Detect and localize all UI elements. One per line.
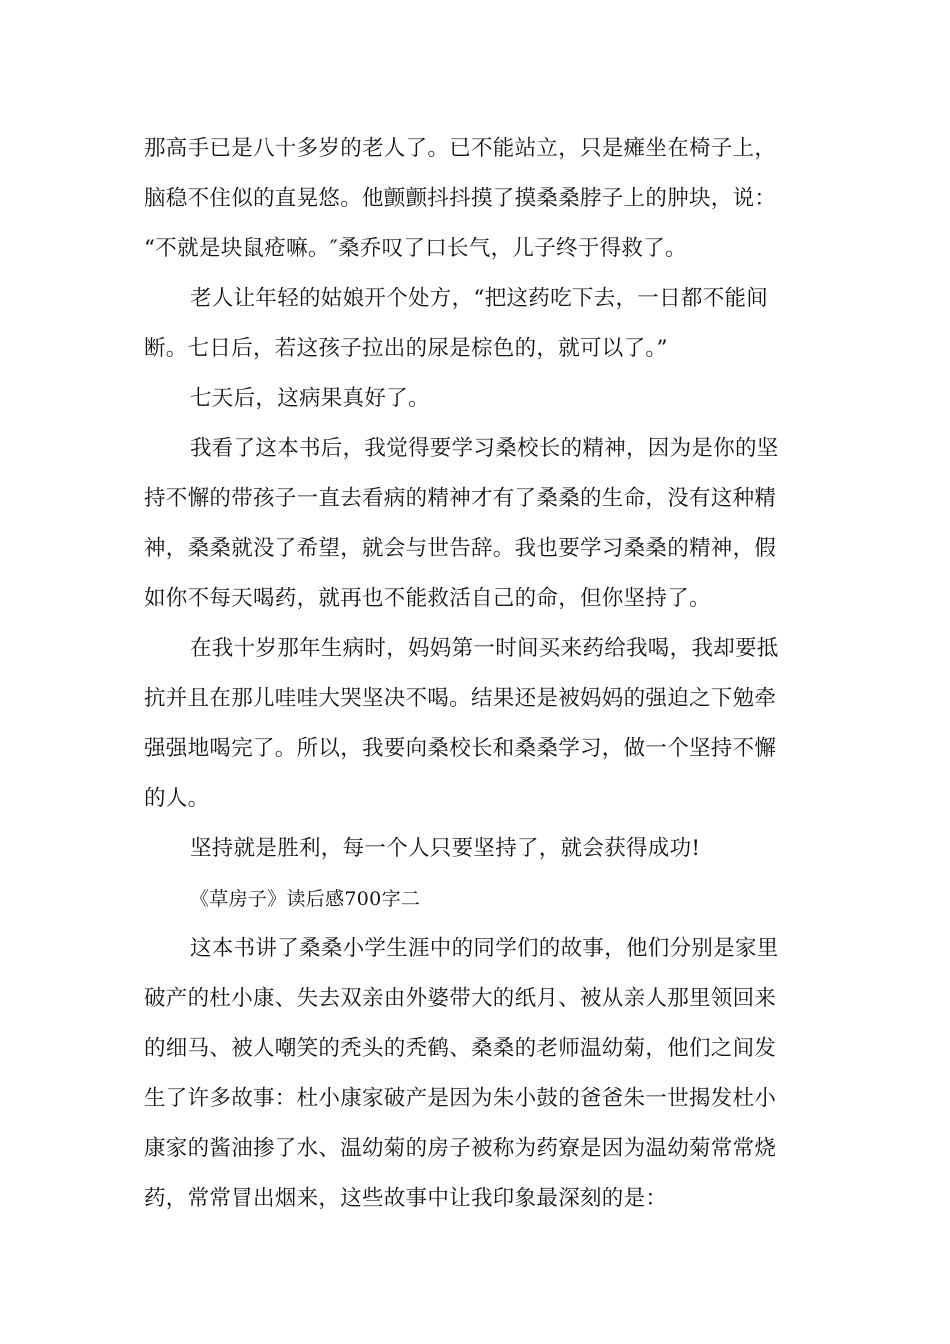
text-line: 抗并且在那儿哇哇大哭坚决不喝。结果还是被妈妈的强迫之下勉牵 [144,686,777,711]
text-line: 那高手已是八十多岁的老人了。已不能站立，只是瘫坐在椅子上， [144,136,777,161]
text-line: 的人。 [144,786,210,811]
text-line: “不就是块鼠疮嘛。″桑乔叹了口长气，儿子终于得救了。 [144,236,687,261]
paragraph-first-line: 我看了这本书后，我觉得要学习桑校长的精神，因为是你的坚 [190,436,779,461]
text-line: 生了许多故事：杜小康家破产是因为朱小鼓的爸爸朱一世揭发杜小 [144,1086,777,1111]
text-line: 的细马、被人嘲笑的秃头的秃鹤、桑桑的老师温幼菊，他们之间发 [144,1036,777,1061]
paragraph-first-line: 坚持就是胜利，每一个人只要坚持了，就会获得成功! [190,836,701,861]
paragraph-first-line: 老人让年轻的姑娘开个处方，“把这药吃下去，一日都不能间 [190,286,769,311]
text-line: 药，常常冒出烟来，这些故事中让我印象最深刻的是： [144,1186,668,1211]
text-line: 脑稳不住似的直晃悠。他颤颤抖抖摸了摸桑桑脖子上的肿块，说： [144,186,777,211]
text-line: 破产的杜小康、失去双亲由外婆带大的纸月、被从亲人那里领回来 [144,986,777,1011]
paragraph-first-line: 七天后，这病果真好了。 [190,386,430,411]
text-line: 如你不每天喝药，就再也不能救活自己的命，但你坚持了。 [144,586,711,611]
paragraph-first-line: 这本书讲了桑桑小学生涯中的同学们的故事，他们分别是家里 [190,936,779,961]
text-line: 康家的酱油掺了水、温幼菊的房子被称为药寮是因为温幼菊常常烧 [144,1136,777,1161]
paragraph-first-line: 在我十岁那年生病时，妈妈第一时间买来药给我喝，我却要抵 [190,636,779,661]
text-line: 持不懈的带孩子一直去看病的精神才有了桑桑的生命，没有这种精 [144,486,777,511]
text-line: 神，桑桑就没了希望，就会与世告辞。我也要学习桑桑的精神，假 [144,536,777,561]
text-line: 强强地喝完了。所以，我要向桑校长和桑桑学习，做一个坚持不懈 [144,736,777,761]
section-heading: 《草房子》读后感700字二 [190,888,421,910]
text-line: 断。七日后，若这孩子拉出的尿是棕色的，就可以了。” [144,336,668,361]
